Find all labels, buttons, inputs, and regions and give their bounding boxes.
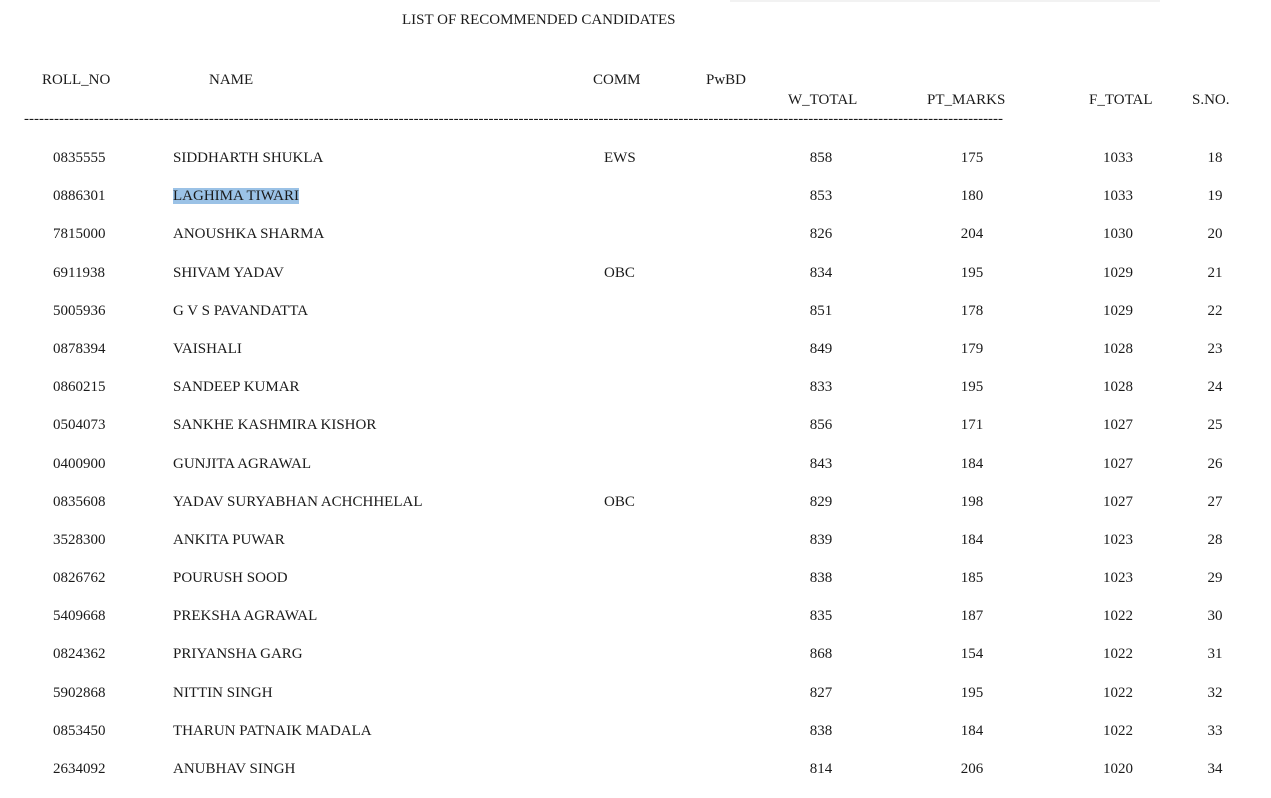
roll-no-cell	[53, 569, 106, 587]
s-no-cell-text: 26	[1207, 455, 1223, 472]
f-total-cell-text: 1027	[1103, 493, 1133, 510]
document-title: LIST OF RECOMMENDED CANDIDATES	[402, 12, 676, 28]
w-total-cell-text: 843	[809, 455, 833, 472]
pt-marks-cell-text: 206	[960, 761, 984, 777]
f-total-cell	[1078, 187, 1158, 205]
w-total-cell-text: 838	[809, 570, 833, 587]
pt-marks-cell	[932, 302, 1012, 320]
roll-no-cell	[53, 264, 105, 282]
f-total-cell-text: 1022	[1103, 608, 1133, 625]
name-cell	[173, 340, 242, 358]
s-no-cell-text: 33	[1207, 722, 1223, 739]
s-no-cell-text: 31	[1207, 646, 1223, 663]
pt-marks-cell	[932, 225, 1012, 243]
roll-no-cell	[53, 378, 106, 396]
s-no-cell	[1175, 645, 1255, 663]
f-total-cell-text: 1028	[1103, 379, 1133, 396]
roll-no-cell-text: 0853450	[53, 722, 106, 739]
f-total-cell	[1078, 225, 1158, 243]
roll-no-cell-text: 0824362	[53, 646, 106, 663]
roll-no-cell-text: 5005936	[53, 302, 106, 319]
roll-no-cell-text: 6911938	[53, 264, 105, 281]
name-cell-text[interactable]: ANKITA PUWAR	[173, 531, 285, 548]
pt-marks-cell	[932, 607, 1012, 625]
table-row	[0, 531, 1271, 569]
roll-no-cell	[53, 645, 106, 663]
table-row	[0, 302, 1271, 340]
table-row	[0, 149, 1271, 187]
roll-no-cell-text: 3528300	[53, 531, 106, 548]
header-w-total: W_TOTAL	[788, 92, 858, 108]
f-total-cell	[1078, 607, 1158, 625]
comm-cell-text: OBC	[604, 264, 635, 281]
f-total-cell	[1078, 302, 1158, 320]
table-row	[0, 684, 1271, 722]
f-total-cell	[1078, 645, 1158, 663]
w-total-cell	[781, 264, 861, 282]
w-total-cell-text: 834	[809, 264, 833, 281]
f-total-cell-text: 1029	[1103, 302, 1133, 319]
f-total-cell	[1078, 493, 1158, 511]
f-total-cell-text: 1022	[1103, 722, 1133, 739]
s-no-cell	[1175, 378, 1255, 396]
table-row	[0, 455, 1271, 493]
pt-marks-cell	[932, 416, 1012, 434]
s-no-cell-text: 22	[1207, 302, 1223, 319]
s-no-cell	[1175, 455, 1255, 473]
pt-marks-cell	[932, 264, 1012, 282]
f-total-cell	[1078, 569, 1158, 587]
pt-marks-cell-text: 195	[960, 684, 984, 701]
s-no-cell	[1175, 302, 1255, 320]
pt-marks-cell-text: 184	[960, 722, 984, 739]
name-cell	[173, 684, 273, 702]
w-total-cell-text: 833	[809, 379, 833, 396]
w-total-cell-text: 849	[809, 340, 833, 357]
pt-marks-cell	[932, 455, 1012, 473]
w-total-cell	[781, 302, 861, 320]
s-no-cell-text: 28	[1207, 531, 1223, 548]
w-total-cell	[781, 531, 861, 549]
roll-no-cell	[53, 607, 106, 625]
s-no-cell	[1175, 416, 1255, 434]
header-separator: ----------------------------------------------------------------------------------------------------------------------------------------------------------------------------------------------------	[24, 111, 1004, 127]
pt-marks-cell	[932, 760, 1012, 778]
f-total-cell-text: 1022	[1103, 646, 1133, 663]
name-cell-text[interactable]: PRIYANSHA GARG	[173, 646, 303, 663]
name-cell-text[interactable]: VAISHALI	[173, 340, 242, 357]
pt-marks-cell	[932, 569, 1012, 587]
candidate-list	[0, 149, 1271, 798]
w-total-cell	[781, 340, 861, 358]
table-row	[0, 264, 1271, 302]
f-total-cell-text: 1033	[1103, 188, 1133, 205]
pt-marks-cell-text: 175	[960, 150, 984, 166]
w-total-cell-text: 868	[809, 646, 833, 663]
s-no-cell-text: 18	[1207, 150, 1223, 166]
f-total-cell	[1078, 455, 1158, 473]
f-total-cell	[1078, 416, 1158, 434]
pt-marks-cell	[932, 149, 1012, 167]
roll-no-cell	[53, 722, 106, 740]
pt-marks-cell	[932, 531, 1012, 549]
s-no-cell	[1175, 722, 1255, 740]
roll-no-cell-text: 0504073	[53, 417, 106, 434]
s-no-cell-text: 32	[1207, 684, 1223, 701]
name-cell	[173, 531, 285, 549]
name-cell	[173, 416, 376, 434]
s-no-cell-text: 27	[1207, 493, 1223, 510]
name-cell-text[interactable]: LAGHIMA TIWARI	[173, 188, 299, 205]
f-total-cell-text: 1033	[1103, 150, 1133, 166]
roll-no-cell-text: 0886301	[53, 188, 106, 205]
header-pt-marks: PT_MARKS	[927, 92, 1006, 108]
name-cell	[173, 569, 288, 587]
w-total-cell	[781, 760, 861, 778]
roll-no-cell	[53, 684, 106, 702]
pt-marks-cell-text: 178	[960, 302, 984, 319]
pt-marks-cell	[932, 722, 1012, 740]
name-cell-text[interactable]: SHIVAM YADAV	[173, 264, 284, 281]
table-row	[0, 493, 1271, 531]
s-no-cell	[1175, 569, 1255, 587]
w-total-cell	[781, 569, 861, 587]
s-no-cell-text: 21	[1207, 264, 1223, 281]
comm-cell-text: OBC	[604, 493, 635, 510]
table-row	[0, 378, 1271, 416]
f-total-cell-text: 1027	[1103, 455, 1133, 472]
header-comm: COMM	[593, 72, 641, 88]
s-no-cell-text: 19	[1207, 188, 1223, 205]
table-row	[0, 722, 1271, 760]
name-cell	[173, 264, 284, 282]
name-cell	[173, 187, 299, 205]
comm-cell	[604, 149, 636, 167]
f-total-cell-text: 1029	[1103, 264, 1133, 281]
table-row	[0, 416, 1271, 454]
f-total-cell	[1078, 722, 1158, 740]
w-total-cell-text: 826	[809, 226, 833, 243]
pt-marks-cell-text: 198	[960, 493, 984, 510]
header-name: NAME	[209, 72, 254, 88]
name-cell-text[interactable]: POURUSH SOOD	[173, 570, 288, 587]
name-cell-text[interactable]: THARUN PATNAIK MADALA	[173, 722, 372, 739]
s-no-cell-text: 30	[1207, 608, 1223, 625]
roll-no-cell-text: 0878394	[53, 340, 106, 357]
f-total-cell-text: 1020	[1103, 761, 1133, 777]
f-total-cell-text: 1022	[1103, 684, 1133, 701]
w-total-cell-text: 858	[809, 150, 833, 166]
s-no-cell	[1175, 340, 1255, 358]
f-total-cell	[1078, 531, 1158, 549]
comm-cell	[604, 493, 635, 511]
w-total-cell-text: 839	[809, 531, 833, 548]
roll-no-cell	[53, 225, 106, 243]
s-no-cell	[1175, 760, 1255, 778]
w-total-cell	[781, 722, 861, 740]
s-no-cell	[1175, 607, 1255, 625]
roll-no-cell	[53, 187, 106, 205]
w-total-cell-text: 814	[809, 761, 833, 777]
roll-no-cell	[53, 302, 106, 320]
pt-marks-cell-text: 195	[960, 379, 984, 396]
w-total-cell	[781, 684, 861, 702]
s-no-cell	[1175, 493, 1255, 511]
table-row	[0, 645, 1271, 683]
comm-cell-text: EWS	[604, 150, 636, 166]
w-total-cell-text: 851	[809, 302, 833, 319]
w-total-cell-text: 856	[809, 417, 833, 434]
f-total-cell-text: 1030	[1103, 226, 1133, 243]
f-total-cell-text: 1023	[1103, 570, 1133, 587]
roll-no-cell-text: 0860215	[53, 379, 106, 396]
name-cell-text[interactable]: NITTIN SINGH	[173, 684, 273, 701]
f-total-cell-text: 1027	[1103, 417, 1133, 434]
w-total-cell-text: 829	[809, 493, 833, 510]
name-cell-text[interactable]: G V S PAVANDATTA	[173, 302, 309, 319]
roll-no-cell	[53, 760, 106, 778]
name-cell	[173, 455, 311, 473]
name-cell	[173, 493, 423, 511]
w-total-cell-text: 853	[809, 188, 833, 205]
top-edge-line	[730, 0, 1160, 2]
roll-no-cell	[53, 149, 106, 167]
name-cell	[173, 722, 372, 740]
name-cell	[173, 760, 295, 778]
pt-marks-cell-text: 187	[960, 608, 984, 625]
f-total-cell-text: 1028	[1103, 340, 1133, 357]
s-no-cell	[1175, 149, 1255, 167]
table-row	[0, 187, 1271, 225]
name-cell-text[interactable]: SIDDHARTH SHUKLA	[173, 150, 324, 166]
s-no-cell	[1175, 531, 1255, 549]
header-pwbd: PwBD	[706, 72, 747, 88]
name-cell-text[interactable]: ANUBHAV SINGH	[173, 761, 296, 777]
table-row	[0, 569, 1271, 607]
s-no-cell-text: 34	[1207, 761, 1223, 777]
pt-marks-cell	[932, 684, 1012, 702]
pt-marks-cell-text: 154	[960, 646, 984, 663]
name-cell	[173, 607, 317, 625]
f-total-cell	[1078, 760, 1158, 778]
f-total-cell	[1078, 149, 1158, 167]
f-total-cell	[1078, 340, 1158, 358]
roll-no-cell-text: 2634092	[53, 761, 106, 777]
table-row	[0, 607, 1271, 645]
name-cell	[173, 645, 303, 663]
w-total-cell	[781, 607, 861, 625]
s-no-cell	[1175, 264, 1255, 282]
pt-marks-cell	[932, 187, 1012, 205]
s-no-cell-text: 24	[1207, 379, 1223, 396]
pt-marks-cell-text: 185	[960, 570, 984, 587]
table-row	[0, 340, 1271, 378]
w-total-cell	[781, 225, 861, 243]
table-row	[0, 760, 1271, 798]
roll-no-cell	[53, 531, 106, 549]
w-total-cell	[781, 187, 861, 205]
pt-marks-cell	[932, 340, 1012, 358]
pt-marks-cell-text: 195	[960, 264, 984, 281]
w-total-cell	[781, 416, 861, 434]
w-total-cell	[781, 149, 861, 167]
comm-cell	[604, 264, 635, 282]
name-cell-text[interactable]: SANKHE KASHMIRA KISHOR	[173, 417, 377, 434]
name-cell	[173, 225, 324, 243]
w-total-cell-text: 827	[809, 684, 833, 701]
name-cell	[173, 149, 323, 167]
roll-no-cell-text: 7815000	[53, 226, 106, 243]
pt-marks-cell-text: 179	[960, 340, 984, 357]
s-no-cell-text: 25	[1207, 417, 1223, 434]
w-total-cell	[781, 645, 861, 663]
pt-marks-cell	[932, 645, 1012, 663]
roll-no-cell-text: 0400900	[53, 455, 106, 472]
name-cell	[173, 378, 300, 396]
roll-no-cell-text: 5409668	[53, 608, 106, 625]
s-no-cell-text: 29	[1207, 570, 1223, 587]
roll-no-cell-text: 0835608	[53, 493, 106, 510]
roll-no-cell-text: 5902868	[53, 684, 106, 701]
pt-marks-cell-text: 204	[960, 226, 984, 243]
pt-marks-cell	[932, 493, 1012, 511]
pt-marks-cell-text: 180	[960, 188, 984, 205]
name-cell-text[interactable]: GUNJITA AGRAWAL	[173, 455, 312, 472]
f-total-cell	[1078, 264, 1158, 282]
roll-no-cell	[53, 455, 106, 473]
table-row	[0, 225, 1271, 263]
name-cell-text[interactable]: PREKSHA AGRAWAL	[173, 608, 318, 625]
roll-no-cell	[53, 340, 106, 358]
pt-marks-cell-text: 184	[960, 531, 984, 548]
w-total-cell-text: 835	[809, 608, 833, 625]
name-cell-text[interactable]: YADAV SURYABHAN ACHCHHELAL	[173, 493, 423, 510]
roll-no-cell-text: 0835555	[53, 150, 106, 166]
s-no-cell	[1175, 684, 1255, 702]
pt-marks-cell-text: 171	[960, 417, 984, 434]
roll-no-cell-text: 0826762	[53, 570, 106, 587]
pt-marks-cell-text: 184	[960, 455, 984, 472]
w-total-cell	[781, 455, 861, 473]
f-total-cell	[1078, 378, 1158, 396]
name-cell	[173, 302, 308, 320]
header-s-no: S.NO.	[1192, 92, 1230, 108]
header-f-total: F_TOTAL	[1089, 92, 1153, 108]
roll-no-cell	[53, 493, 106, 511]
header-roll-no: ROLL_NO	[42, 72, 111, 88]
name-cell-text[interactable]: ANOUSHKA SHARMA	[173, 226, 325, 243]
s-no-cell	[1175, 187, 1255, 205]
s-no-cell-text: 20	[1207, 226, 1223, 243]
s-no-cell	[1175, 225, 1255, 243]
pt-marks-cell	[932, 378, 1012, 396]
s-no-cell-text: 23	[1207, 340, 1223, 357]
w-total-cell	[781, 378, 861, 396]
w-total-cell	[781, 493, 861, 511]
w-total-cell-text: 838	[809, 722, 833, 739]
f-total-cell-text: 1023	[1103, 531, 1133, 548]
roll-no-cell	[53, 416, 106, 434]
name-cell-text[interactable]: SANDEEP KUMAR	[173, 379, 300, 396]
f-total-cell	[1078, 684, 1158, 702]
